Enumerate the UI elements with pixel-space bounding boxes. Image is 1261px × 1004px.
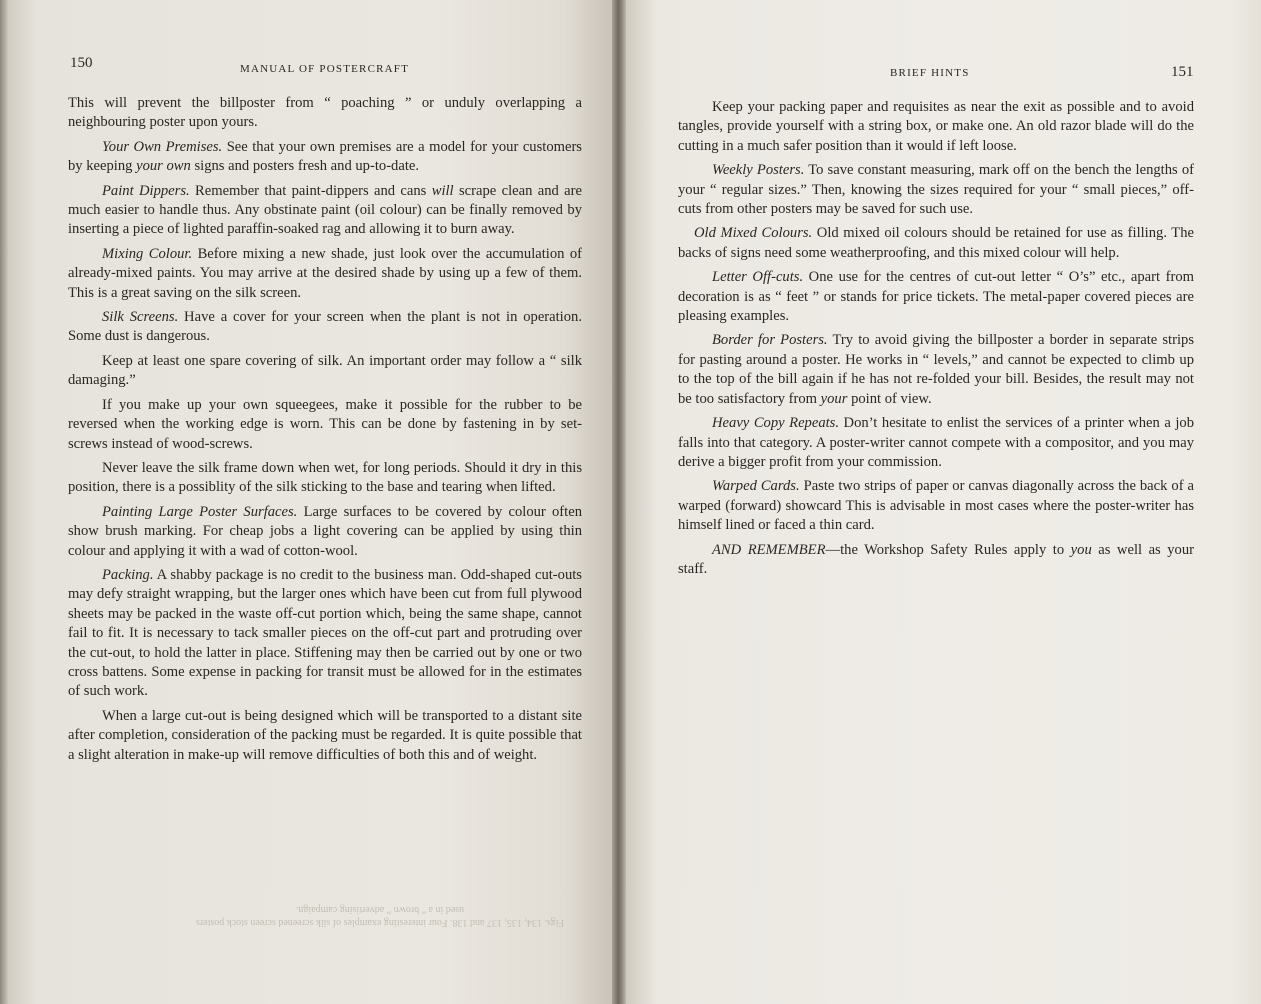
paragraph-heading: Painting Large Poster Surfaces. [102, 503, 298, 520]
right-page-text [678, 98, 1194, 584]
paragraph-text: Don’t hesitate to enlist the services of a printer when a job falls into that category. A poster-writer cannot compete with a compositor, and you may derive a bigger profit from your commission. [678, 415, 1194, 470]
paragraph-heading: Letter Off-cuts. [712, 269, 804, 286]
paragraph-text: —the Workshop Safety Rules apply to [825, 541, 1071, 558]
paragraph [68, 707, 582, 765]
book-gutter [612, 0, 626, 1004]
paragraph-text: Have a cover for your screen when the plant is not in operation. Some dust is dangerous. [68, 309, 582, 345]
paragraph [68, 396, 582, 454]
paragraph-text: scrape clean and are much easier to handle thus. Any obstinate paint (oil colour) can be finally removed by inserting a piece of lighted paraffin-soaked rag and allowing it to burn away. [68, 182, 582, 238]
emphasis-text: your [820, 390, 848, 407]
paragraph-text: Paste two strips of paper or canvas diagonally across the back of a warped (forward) showcard This is advisable in most cases where the poster-writer has himself lined or faced a thin card. [678, 478, 1194, 534]
left-page-edge [0, 0, 8, 1004]
emphasis-text: will [431, 182, 454, 199]
left-page [0, 0, 612, 1004]
page-number-left: 150 [70, 55, 93, 71]
paragraph-text: When a large cut-out is being designed which will be transported to a distant site after completion, consideration of the packing must be regarded. It is quite possible that a slight alteration in make-up will remove difficulties of both this and of weight. [68, 707, 582, 763]
paragraph [678, 541, 1194, 580]
paragraph-heading: Warped Cards. [712, 478, 800, 495]
paragraph [68, 352, 582, 391]
paragraph-text: If you make up your own squeegees, make it possible for the rubber to be reversed when the working edge is worn. This can be done by fastening in by set-screws instead of wood-screws. [68, 396, 582, 452]
paragraph-text: Keep at least one spare covering of silk. An important order may follow a “ silk damaging.” [68, 352, 582, 389]
paragraph [678, 161, 1194, 219]
paragraph [68, 459, 582, 498]
emphasis-text: your own [136, 158, 191, 175]
paragraph-text: Old mixed oil colours should be retained for use as filling. The backs of signs need some weatherproofing, and this mixed colour will help. [678, 225, 1194, 261]
paragraph-heading: Mixing Colour. [102, 245, 193, 262]
paragraph-text: See that your own premises are a model for your customers by keeping [68, 138, 582, 175]
paragraph [68, 182, 582, 240]
paragraph [678, 414, 1194, 472]
right-page [626, 0, 1261, 1004]
paragraph-text: To save constant measuring, mark off on the bench the lengths of your “ regular sizes.” Then, knowing the sizes required for your “ small pieces,” off-cuts from other posters may be saved for such use. [678, 162, 1194, 218]
paragraph [68, 138, 582, 177]
paragraph [678, 268, 1194, 326]
left-page-text [68, 94, 582, 770]
paragraph [678, 331, 1194, 409]
paragraph-text: Try to avoid giving the billposter a border in separate strips for pasting around a poster. He works in “ levels,” and cannot be expected to climb up to the top of the bill again if he has not re-folded your bill. Besides, the result may not be too satisfactory from [678, 332, 1195, 407]
paragraph-text: Large surfaces to be covered by colour often show brush marking. For cheap jobs a light covering can be applied by using thin colour and applying it with a wad of cotton-wool. [68, 503, 582, 559]
paragraph-text: Never leave the silk frame down when wet, for long periods. Should it dry in this position, there is a possiblity of the silk sticking to the base and tearing when lifted. [68, 459, 582, 496]
paragraph-text: Remember that paint-dippers and cans [189, 182, 432, 199]
paragraph-text: One use for the centres of cut-out letter “ O’s” etc., apart from decoration is as “ feet ” or stands for price tickets. The metal-paper covered pieces are pleasing examples. [678, 269, 1194, 325]
paragraph-text: as well as your staff. [678, 541, 1194, 577]
paragraph-text: This will prevent the billposter from “ poaching ” or unduly overlapping a neighbouring poster upon yours. [68, 95, 582, 131]
paragraph [68, 503, 582, 561]
paragraph-text: point of view. [847, 390, 932, 407]
paragraph [68, 94, 582, 133]
paragraph [68, 308, 582, 347]
paragraph [68, 566, 582, 702]
paragraph-heading: Paint Dippers. [102, 182, 190, 199]
paragraph-heading: Border for Posters. [712, 332, 828, 349]
paragraph-text: Keep your packing paper and requisites as near the exit as possible and to avoid tangles, provide yourself with a string box, or make one. An old razor blade will do the cutting in a much safer position than it would if left loose. [678, 99, 1194, 154]
paragraph-text: signs and posters fresh and up-to-date. [190, 158, 420, 175]
paragraph [678, 98, 1194, 156]
page-number-right: 151 [1171, 64, 1194, 80]
paragraph-heading: Old Mixed Colours. [694, 225, 813, 242]
paragraph-heading: Packing. [102, 566, 154, 583]
paragraph-heading: Weekly Posters. [712, 162, 805, 179]
running-head-left: MANUAL OF POSTERCRAFT [240, 63, 410, 75]
emphasis-text: you [1070, 541, 1092, 558]
paragraph-heading: AND REMEMBER [712, 541, 826, 558]
bleed-through-caption: Figs. 134, 135, 137 and 138. Four interesting examples of silk screened screen stock posters used in a “ brown ” advertising campaign. [195, 904, 565, 928]
running-head-right: BRIEF HINTS [890, 67, 970, 79]
paragraph [678, 477, 1194, 535]
paragraph [68, 245, 582, 303]
paragraph-heading: Your Own Premises. [102, 138, 223, 155]
paragraph-heading: Silk Screens. [102, 309, 179, 326]
paragraph-text: Before mixing a new shade, just look over the accumulation of already-mixed paints. You may arrive at the desired shade by using up a few of them. This is a great saving on the silk screen. [68, 245, 583, 301]
paragraph-heading: Heavy Copy Repeats. [712, 415, 840, 432]
paragraph [678, 224, 1194, 263]
paragraph-text: A shabby package is no credit to the business man. Odd-shaped cut-outs may defy straight wrapping, but the larger ones which have been cut from full plywood sheets may be packed in the waste off-cut portion which, being the same shape, cannot fail to fit. It is necessary to tack smaller pieces on the off-cut part and protruding over the cut-out, to hold the latter in place. Stiffening may then be carried out by one or two cross battens. Some expense in packing for transit must be allowed for in the estimates of such work. [68, 566, 582, 700]
